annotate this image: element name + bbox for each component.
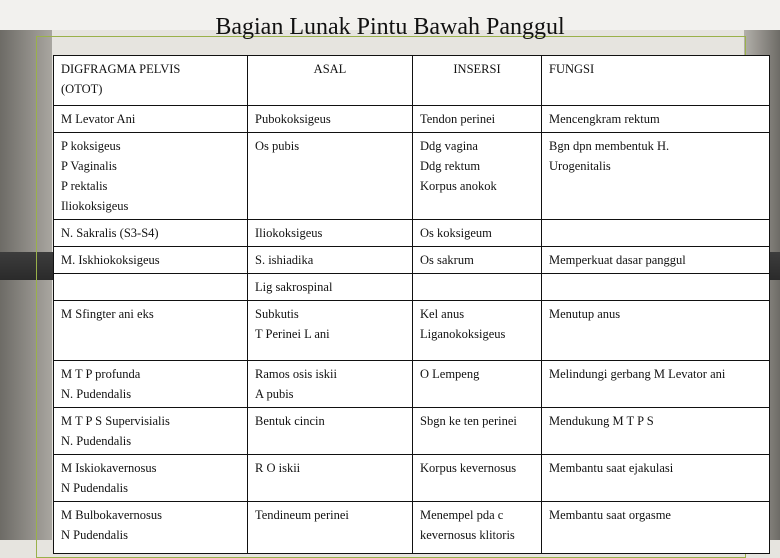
cell-text: P koksigeus (61, 139, 121, 153)
cell-text: Korpus anokok (420, 179, 497, 193)
cell-text: Os koksigeum (420, 226, 492, 240)
cell-text: Membantu saat ejakulasi (549, 461, 674, 475)
cell-text: Urogenitalis (549, 159, 611, 173)
table-body (54, 56, 770, 554)
cell-text: Os sakrum (420, 253, 474, 267)
cell-text: Menempel pda c (420, 508, 504, 522)
cell-text: Iliokoksigeus (61, 199, 129, 213)
cell-text: Mencengkram rektum (549, 112, 660, 126)
cell-asal (248, 361, 413, 408)
header-fungsi: FUNGSI (542, 56, 770, 106)
slide-title: Bagian Lunak Pintu Bawah Panggul (215, 14, 565, 40)
table-row (54, 301, 770, 361)
cell-asal (248, 301, 413, 361)
cell-otot (54, 106, 248, 133)
cell-fungsi (542, 408, 770, 455)
cell-insersi (413, 361, 542, 408)
cell-text: M Iskiokavernosus (61, 461, 157, 475)
cell-text: O Lempeng (420, 367, 480, 381)
cell-insersi (413, 301, 542, 361)
header-insersi: INSERSI (413, 56, 542, 106)
cell-asal (248, 502, 413, 554)
cell-text: Subkutis (255, 307, 299, 321)
cell-text: Liganokoksigeus (420, 327, 506, 341)
cell-text: Mendukung M T P S (549, 414, 654, 428)
table-row (54, 220, 770, 247)
header-row (54, 56, 770, 106)
cell-otot (54, 220, 248, 247)
header-otot-line: DIGFRAGMA PELVIS (61, 62, 181, 76)
cell-otot (54, 247, 248, 274)
cell-asal (248, 106, 413, 133)
table-row (54, 361, 770, 408)
cell-text: Tendineum perinei (255, 508, 349, 522)
cell-text: Ddg vagina (420, 139, 478, 153)
cell-text: Bentuk cincin (255, 414, 325, 428)
cell-text: N Pudendalis (61, 528, 129, 542)
cell-text: Iliokoksigeus (255, 226, 323, 240)
cell-otot (54, 408, 248, 455)
cell-text: N. Sakralis (S3-S4) (61, 226, 159, 240)
header-otot (54, 56, 248, 106)
cell-text: P rektalis (61, 179, 108, 193)
cell-text: Memperkuat dasar panggul (549, 253, 686, 267)
cell-fungsi (542, 220, 770, 247)
table-row (54, 502, 770, 554)
cell-insersi (413, 220, 542, 247)
cell-text: Melindungi gerbang M Levator ani (549, 367, 726, 381)
cell-text: M T P profunda (61, 367, 141, 381)
cell-text: kevernosus klitoris (420, 528, 515, 542)
cell-text: Pubokoksigeus (255, 112, 331, 126)
cell-text: M. Iskhiokoksigeus (61, 253, 160, 267)
cell-asal (248, 455, 413, 502)
cell-otot (54, 361, 248, 408)
cell-text: N. Pudendalis (61, 434, 132, 448)
cell-fungsi (542, 502, 770, 554)
table-row (54, 133, 770, 220)
cell-insersi (413, 106, 542, 133)
cell-otot (54, 301, 248, 361)
table-row (54, 408, 770, 455)
cell-text: P Vaginalis (61, 159, 117, 173)
cell-fungsi (542, 274, 770, 301)
cell-text: Bgn dpn membentuk H. (549, 139, 670, 153)
cell-text: N Pudendalis (61, 481, 129, 495)
cell-text: S. ishiadika (255, 253, 314, 267)
cell-asal (248, 220, 413, 247)
cell-otot (54, 274, 248, 301)
table-row (54, 274, 770, 301)
cell-text: M Sfingter ani eks (61, 307, 154, 321)
cell-fungsi (542, 361, 770, 408)
cell-insersi (413, 247, 542, 274)
table-row (54, 106, 770, 133)
cell-text: M T P S Supervisialis (61, 414, 170, 428)
cell-asal (248, 408, 413, 455)
header-asal: ASAL (248, 56, 413, 106)
cell-fungsi (542, 301, 770, 361)
cell-fungsi (542, 247, 770, 274)
cell-insersi (413, 133, 542, 220)
cell-text: M Levator Ani (61, 112, 136, 126)
cell-text: M Bulbokavernosus (61, 508, 163, 522)
cell-text: Ddg rektum (420, 159, 481, 173)
cell-text: Tendon perinei (420, 112, 496, 126)
table-row (54, 247, 770, 274)
cell-asal (248, 133, 413, 220)
cell-fungsi (542, 106, 770, 133)
cell-text: Korpus kevernosus (420, 461, 517, 475)
cell-asal (248, 274, 413, 301)
cell-otot (54, 133, 248, 220)
table-row (54, 455, 770, 502)
cell-text: Membantu saat orgasme (549, 508, 671, 522)
cell-text: Kel anus (420, 307, 465, 321)
cell-insersi (413, 408, 542, 455)
cell-otot (54, 455, 248, 502)
cell-asal (248, 247, 413, 274)
cell-text: Menutup anus (549, 307, 621, 321)
cell-text: A pubis (255, 387, 294, 401)
cell-insersi (413, 274, 542, 301)
cell-fungsi (542, 133, 770, 220)
cell-text: T Perinei L ani (255, 327, 330, 341)
cell-otot (54, 502, 248, 554)
cell-text: R O iskii (255, 461, 301, 475)
cell-fungsi (542, 455, 770, 502)
cell-text: Ramos osis iskii (255, 367, 337, 381)
cell-text: Lig sakrospinal (255, 280, 333, 294)
cell-text: N. Pudendalis (61, 387, 132, 401)
cell-text: Sbgn ke ten perinei (420, 414, 517, 428)
cell-insersi (413, 455, 542, 502)
header-otot-line: (OTOT) (61, 82, 103, 96)
cell-insersi (413, 502, 542, 554)
pelvic-floor-table (53, 55, 770, 554)
cell-text: Os pubis (255, 139, 300, 153)
